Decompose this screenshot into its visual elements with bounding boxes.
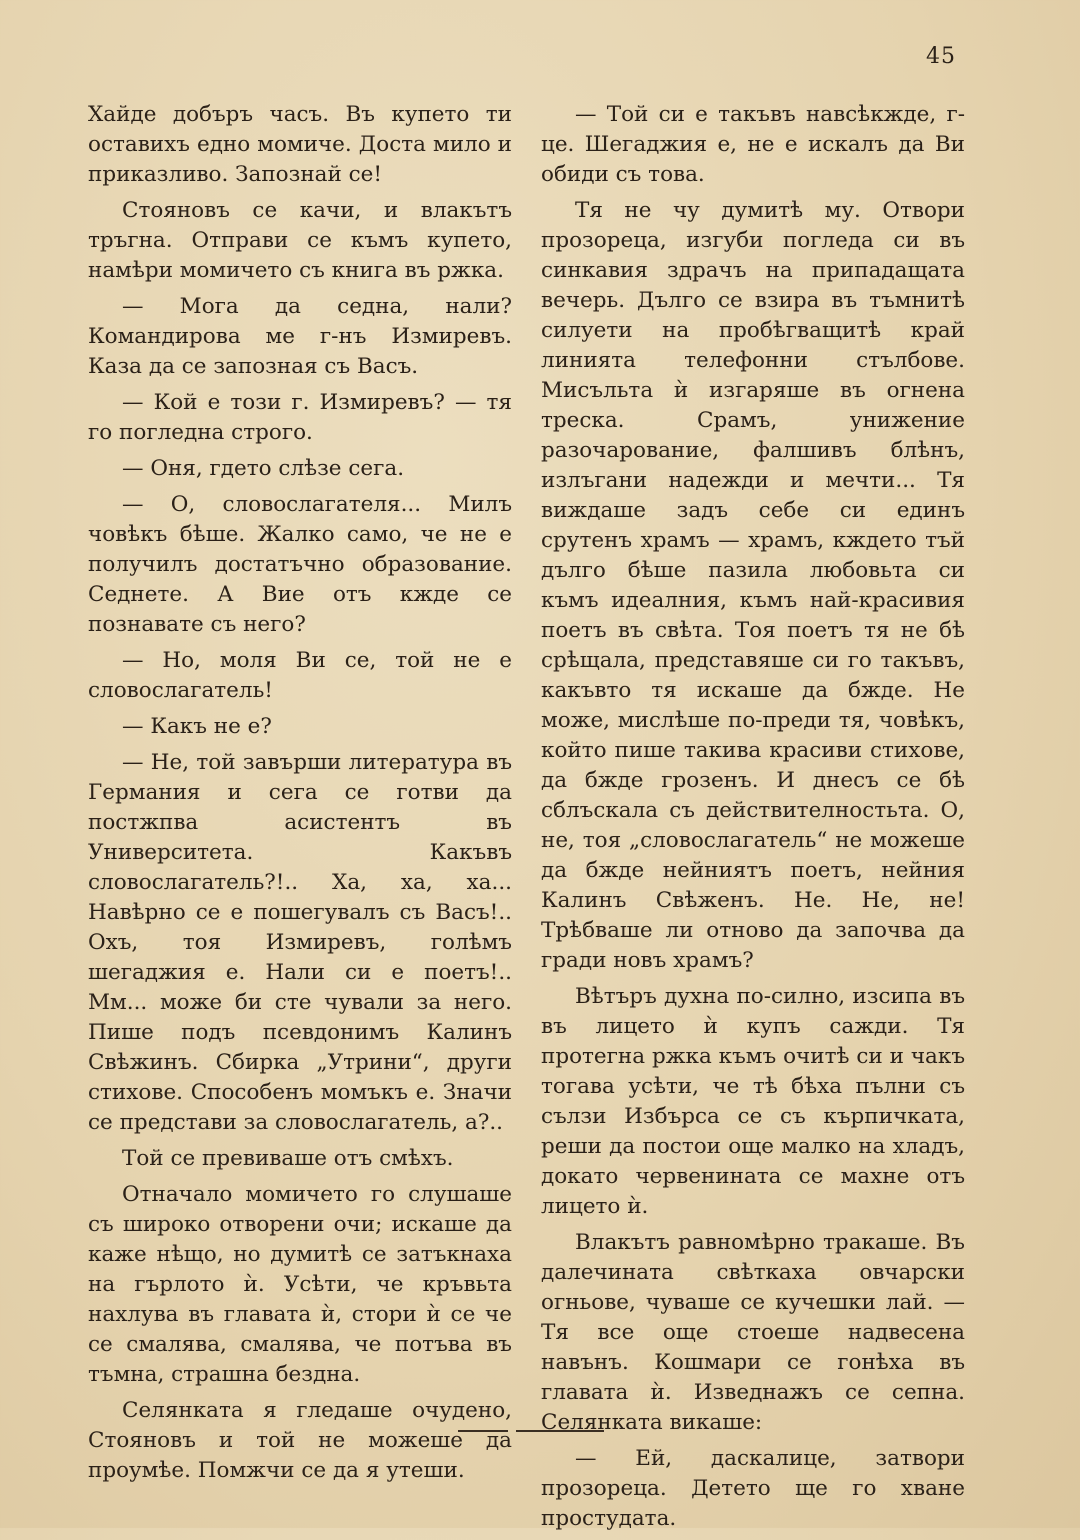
paragraph: Хайде добъръ часъ. Въ купето ти оставихъ едно момиче. Доста мило и приказливо. Запознай се!	[88, 102, 512, 187]
paragraph: — О, словослагателя... Милъ човѣкъ бѣше. Жалко само, че не е получилъ достатъчно образование. Седнете. А Вие отъ кжде се познавате съ него?	[88, 492, 512, 637]
paragraph: Влакътъ равномѣрно тракаше. Въ далечината свѣткаха овчарски огньове, чуваше се кучешки лай. — Тя все още стоеше надвесена навънъ. Кошмари се гонѣха въ главата ѝ. Изведнажъ се сепна. Селянката викаше:	[541, 1230, 965, 1435]
paragraph: Стояновъ се качи, и влакътъ тръгна. Отправи се къмъ купето, намѣри момичето съ книга въ ржка.	[88, 198, 512, 283]
paragraph: Вѣтъръ духна по-силно, изсипа въ въ лицето ѝ купъ сажди. Тя протегна ржка къмъ очитѣ си и чакъ тогава усѣти, че тѣ бѣха пълни съ сълзи Избърса се съ кърпичката, реши да постои още малко на хладъ, докато червенината се махне отъ лицето ѝ.	[541, 984, 965, 1219]
page-number: 45	[926, 44, 956, 69]
left-column	[88, 100, 512, 1492]
paragraph: — Оня, гдето слѣзе сега.	[122, 456, 405, 481]
paragraph: — Но, моля Ви се, той не е словослагатель!	[88, 648, 512, 703]
paragraph: — Той си е такъвъ навсѣкжде, г-це. Шегаджия е, не е искалъ да Ви обиди съ това.	[541, 102, 965, 187]
paragraph: Отначало момичето го слушаше съ широко отворени очи; искаше да каже нѣщо, но думитѣ се затъкнаха на гърлото ѝ. Усѣти, че кръвьта нахлува въ главата ѝ, стори ѝ се че се смалява, смалява, че потъва въ тъмна, страшна бездна.	[88, 1182, 512, 1387]
paragraph: — Ей, даскалице, затвори прозореца. Детето ще го хване простудата.	[541, 1446, 965, 1531]
paragraph: Селянката я гледаше очудено, Стояновъ и той не можеше да проумѣе. Помжчи се да я утеши.	[88, 1398, 512, 1483]
paragraph: — Мога да седна, нали? Командирова ме г-нъ Измиревъ. Каза да се запозная съ Васъ.	[88, 294, 512, 379]
paragraph: — Не, той завърши литература въ Германия и сега се готви да постжпва асистентъ въ Университета. Какъвъ словослагатель?!.. Ха, ха, ха... Навѣрно се е пошегувалъ съ Васъ!.. Охъ, тоя Измиревъ, голѣмъ шегаджия е. Нали си е поетъ!.. Мм... може би сте чували за него. Пише подъ псевдонимъ Калинъ Свѣжинъ. Сбирка „Утрини“, други стихове. Способенъ момъкъ е. Значи се представи за словослагатель, а?..	[88, 750, 512, 1135]
paragraph: — Кой е този г. Измиревъ? — тя го погледна строго.	[88, 390, 512, 445]
paragraph: — Какъ не е?	[122, 714, 272, 739]
right-column	[541, 100, 965, 1540]
end-rule-long	[516, 1430, 604, 1432]
end-rule-short	[458, 1430, 508, 1432]
paragraph: Тя не чу думитѣ му. Отвори прозореца, изгуби погледа си въ синкавия здрачъ на припадащата вечерь. Дълго се взира въ тъмнитѣ силуети на пробѣгващитѣ край линията телефонни стълбове. Мисъльта ѝ изгаряше въ огнена треска. Срамъ, унижение разочарование, фалшивъ блѣнъ, излъгани надежди и мечти... Тя виждаше задъ себе си единъ срутенъ храмъ — храмъ, кждето тъй дълго бѣше пазила любовьта си къмъ идеалния, къмъ най-красивия поетъ въ свѣта. Тоя поетъ тя не бѣ срѣщала, представяше си го такъвъ, какъвто тя искаше да бжде. Не може, мислѣше по-преди тя, човѣкъ, който пише такива красиви стихове, да бжде грозенъ. И днесъ се бѣ сблъскала съ действителностьта. О, не, тоя „словослагатель“ не можеше да бжде нейниятъ поетъ, нейния Калинъ Свѣженъ. Не. Не, не! Трѣбваше ли отново да започва да гради новъ храмъ?	[541, 198, 965, 973]
paragraph: Той се превиваше отъ смѣхъ.	[122, 1146, 454, 1171]
